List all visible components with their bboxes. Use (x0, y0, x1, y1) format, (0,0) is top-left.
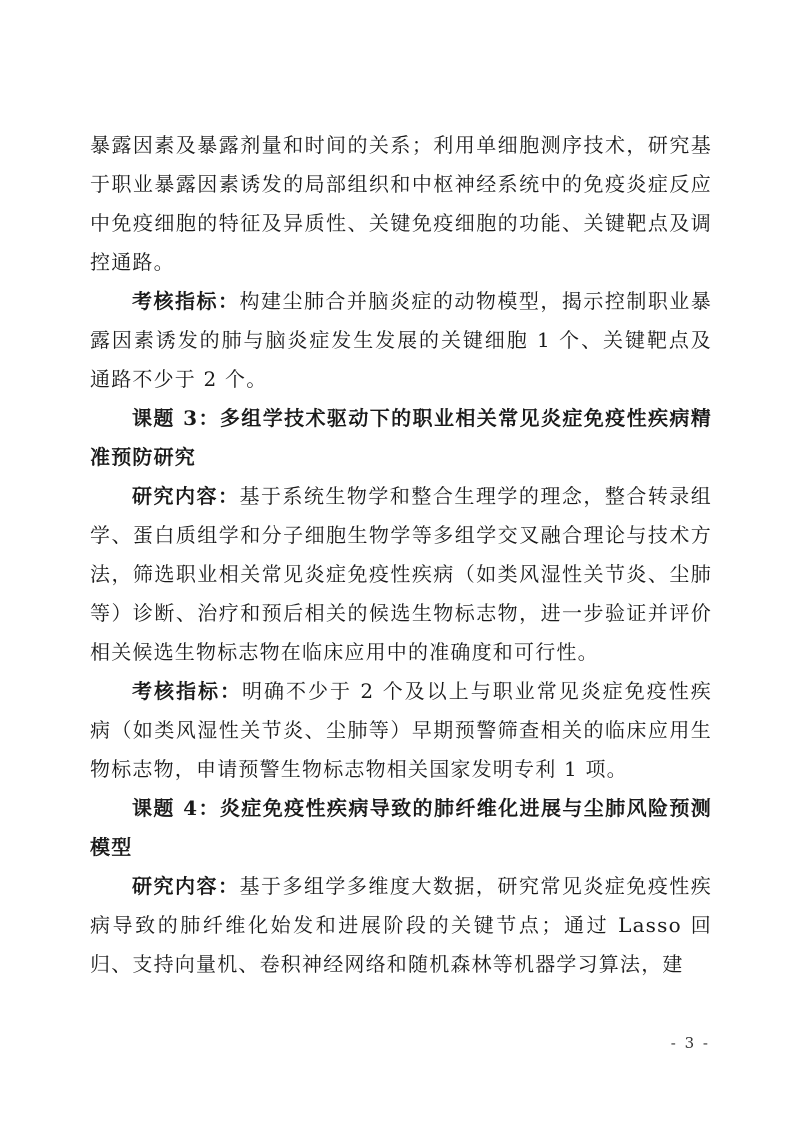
assessment-label: 考核指标： (132, 289, 240, 313)
research-content-label: 研究内容： (132, 484, 240, 508)
research-content-text: 基于多组学多维度大数据，研究常见炎症免疫性疾病导致的肺纤维化始发和进展阶段的关键节点；通过 Lasso 回归、支持向量机、卷积神经网络和随机森林等机器学习算法，建 (90, 874, 713, 976)
document-body (90, 126, 712, 984)
page-number: - 3 - (670, 1034, 710, 1052)
paragraph-research-content-3 (90, 477, 712, 672)
paragraph-research-content-4 (90, 867, 712, 984)
paragraph-exposure-research (90, 126, 712, 282)
research-content-label: 研究内容： (132, 874, 240, 898)
assessment-text: 明确不少于 2 个及以上与职业常见炎症免疫性疾病（如类风湿性关节炎、尘肺等）早期预警筛查相关的临床应用生物标志物，申请预警生物标志物相关国家发明专利 1 项。 (90, 679, 712, 781)
assessment-text: 构建尘肺合并脑炎症的动物模型，揭示控制职业暴露因素诱发的肺与脑炎症发生发展的关键细胞 1 个、关键靶点及通路不少于 2 个。 (90, 289, 713, 391)
assessment-label: 考核指标： (132, 679, 243, 703)
paragraph-assessment-indicators-2 (90, 282, 712, 399)
section-heading-topic-4: 课题 4：炎症免疫性疾病导致的肺纤维化进展与尘肺风险预测模型 (90, 796, 712, 859)
section-heading-topic-3: 课题 3：多组学技术驱动下的职业相关常见炎症免疫性疾病精准预防研究 (90, 406, 712, 469)
paragraph-assessment-indicators-3 (90, 672, 712, 789)
research-content-text: 基于系统生物学和整合生理学的理念，整合转录组学、蛋白质组学和分子细胞生物学等多组学交叉融合理论与技术方法，筛选职业相关常见炎症免疫性疾病（如类风湿性关节炎、尘肺等）诊断、治疗和预后相关的候选生物标志物，进一步验证并评价相关候选生物标志物在临床应用中的准确度和可行性。 (90, 484, 713, 664)
paragraph-text: 暴露因素及暴露剂量和时间的关系；利用单细胞测序技术，研究基于职业暴露因素诱发的局部组织和中枢神经系统中的免疫炎症反应中免疫细胞的特征及异质性、关键免疫细胞的功能、关键靶点及调控通路。 (90, 133, 712, 274)
